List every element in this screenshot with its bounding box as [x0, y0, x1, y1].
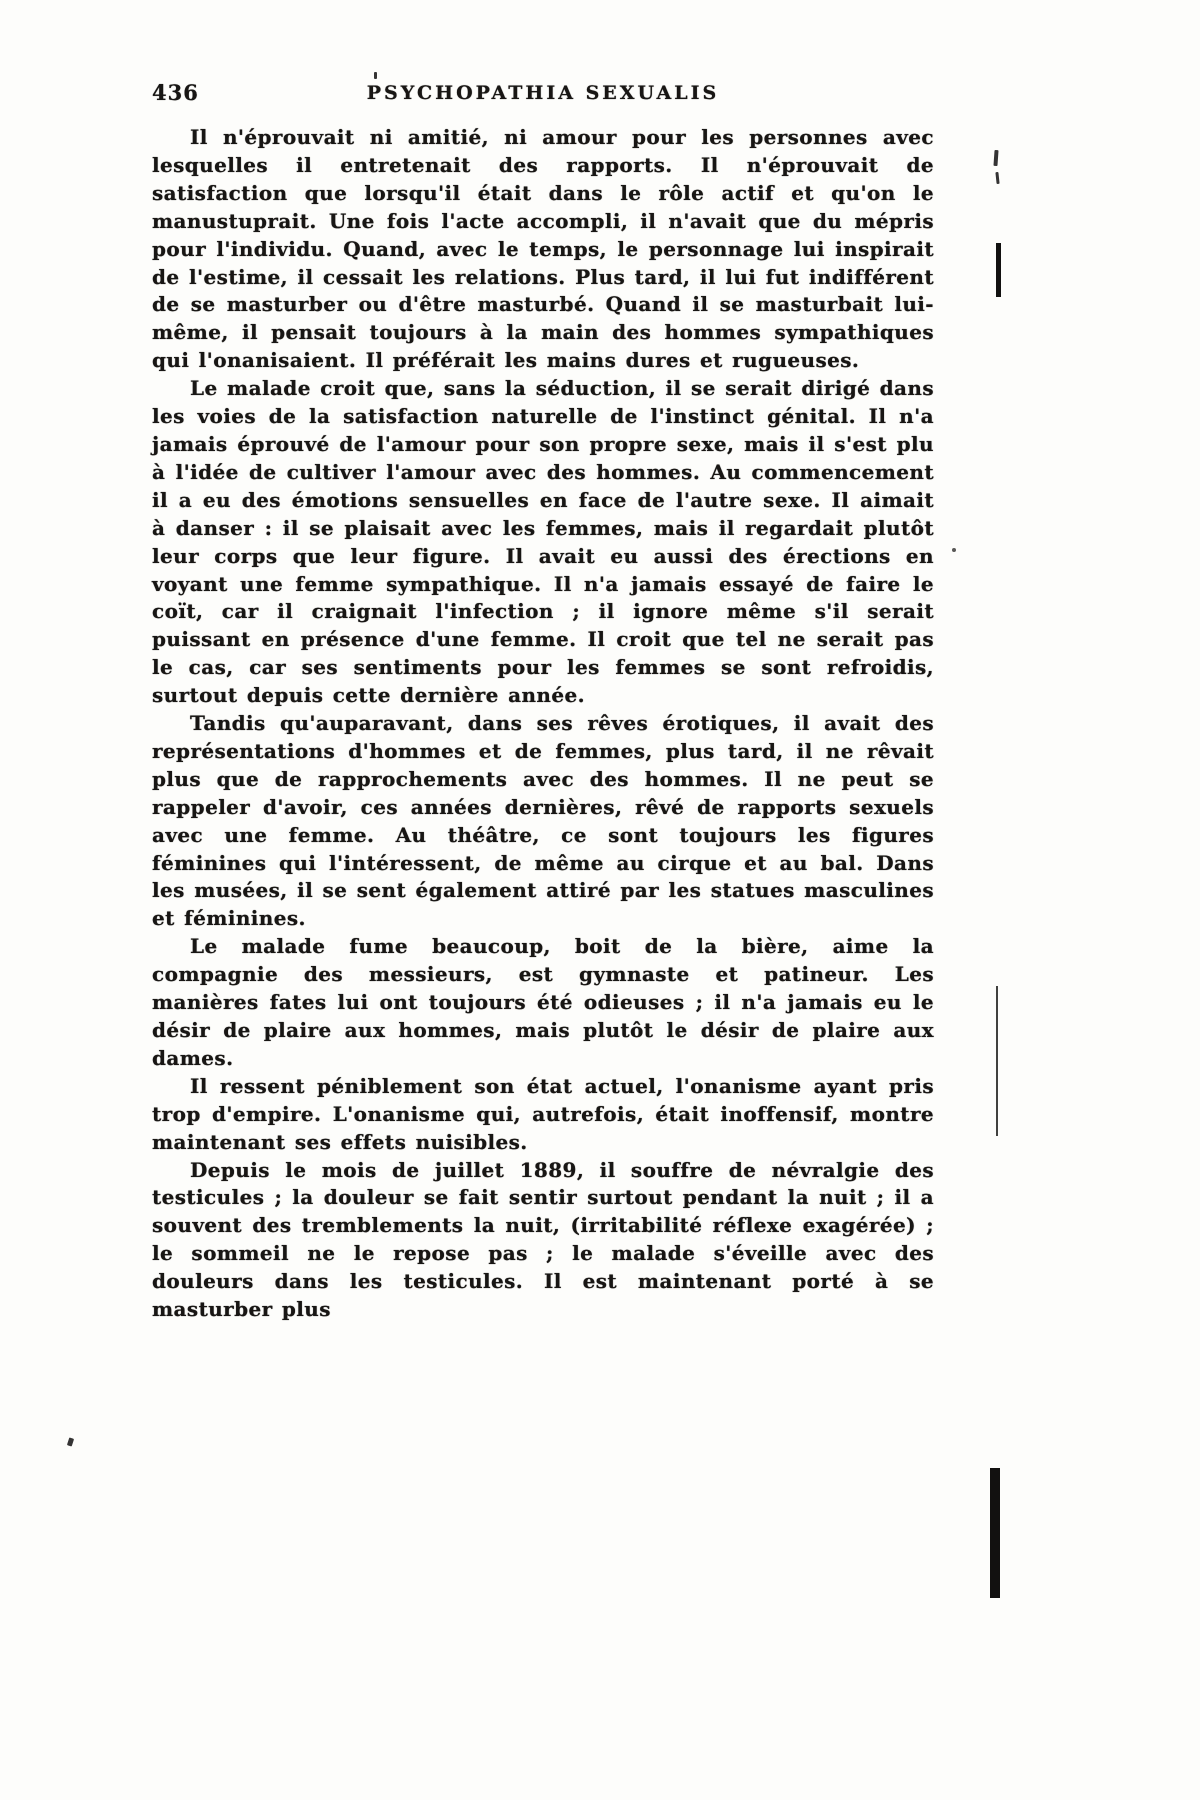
paragraph: Depuis le mois de juillet 1889, il souffre de névralgie des testicules ; la douleur se fait sentir surtout pendant la nuit ; il a souvent des tremblements la nuit, (irritabilité réflexe exagérée) ; le sommeil ne le repose pas ; le malade s'éveille avec des douleurs dans les testicules. Il est maintenant porté à se masturber plus	[152, 1157, 934, 1322]
scan-artifact-dash	[995, 172, 999, 184]
paragraph: Le malade croit que, sans la séduction, il se serait dirigé dans les voies de la satisfaction naturelle de l'instinct génital. Il n'a jamais éprouvé de l'amour pour son propre sexe, mais il s'est plu à l'idée de cultiver l'amour avec des hommes. Au commencement il a eu des émotions sensuelles en face de l'autre sexe. Il aimait à danser : il se plaisait avec les femmes, mais il regardait plutôt leur corps que leur figure. Il avait eu aussi des érections en voyant une femme sympathique. Il n'a jamais essayé de faire le coït, car il craignait l'infection ; il ignore même s'il serait puissant en présence d'une femme. Il croit que tel ne serait pas le cas, car ses sentiments pour les femmes se sont refroidis, surtout depuis cette dernière année.	[152, 376, 934, 708]
scan-artifact-dash	[993, 150, 998, 166]
page-number: 436	[152, 80, 199, 105]
paragraph: Tandis qu'auparavant, dans ses rêves érotiques, il avait des représentations d'hommes et de femmes, plus tard, il ne rêvait plus que de rapprochements avec des hommes. Il ne peut se rappeler d'avoir, ces années dernières, rêvé de rapports sexuels avec une femme. Au théâtre, ce sont toujours les figures féminines qui l'intéressent, de même au cirque et au bal. Dans les musées, il se sent également attiré par les statues masculines et féminines.	[152, 711, 934, 931]
paragraph: Le malade fume beaucoup, boit de la bière, aime la compagnie des messieurs, est gymnaste et patineur. Les manières fates lui ont toujours été odieuses ; il n'a jamais eu le désir de plaire aux hommes, mais plutôt le désir de plaire aux dames.	[152, 934, 934, 1070]
paragraph: Il n'éprouvait ni amitié, ni amour pour les personnes avec lesquelles il entretenait des rapports. Il n'éprouvait de satisfaction que lorsqu'il était dans le rôle actif et qu'on le manustuprait. Une fois l'acte accompli, il n'avait que du mépris pour l'individu. Quand, avec le temps, le personnage lui inspirait de l'estime, il cessait les relations. Plus tard, il lui fut indifférent de se masturber ou d'être masturbé. Quand il se masturbait lui-même, il pensait toujours à la main des hommes sympathiques qui l'onanisaient. Il préférait les mains dures et rugueuses.	[152, 125, 934, 373]
body-paragraphs	[152, 124, 934, 1324]
page-header	[152, 78, 934, 112]
scan-artifact-bar	[996, 243, 1001, 297]
scan-artifact-bar	[990, 1468, 1000, 1598]
scan-artifact-dot	[374, 72, 377, 79]
scan-artifact-dot	[952, 548, 956, 552]
scan-artifact-dot	[67, 1437, 74, 1446]
paragraph: Il ressent péniblement son état actuel, l'onanisme ayant pris trop d'empire. L'onanisme qui, autrefois, était inoffensif, montre maintenant ses effets nuisibles.	[152, 1073, 934, 1154]
running-head-title: PSYCHOPATHIA SEXUALIS	[366, 82, 720, 104]
scan-artifact-line	[996, 986, 998, 1136]
